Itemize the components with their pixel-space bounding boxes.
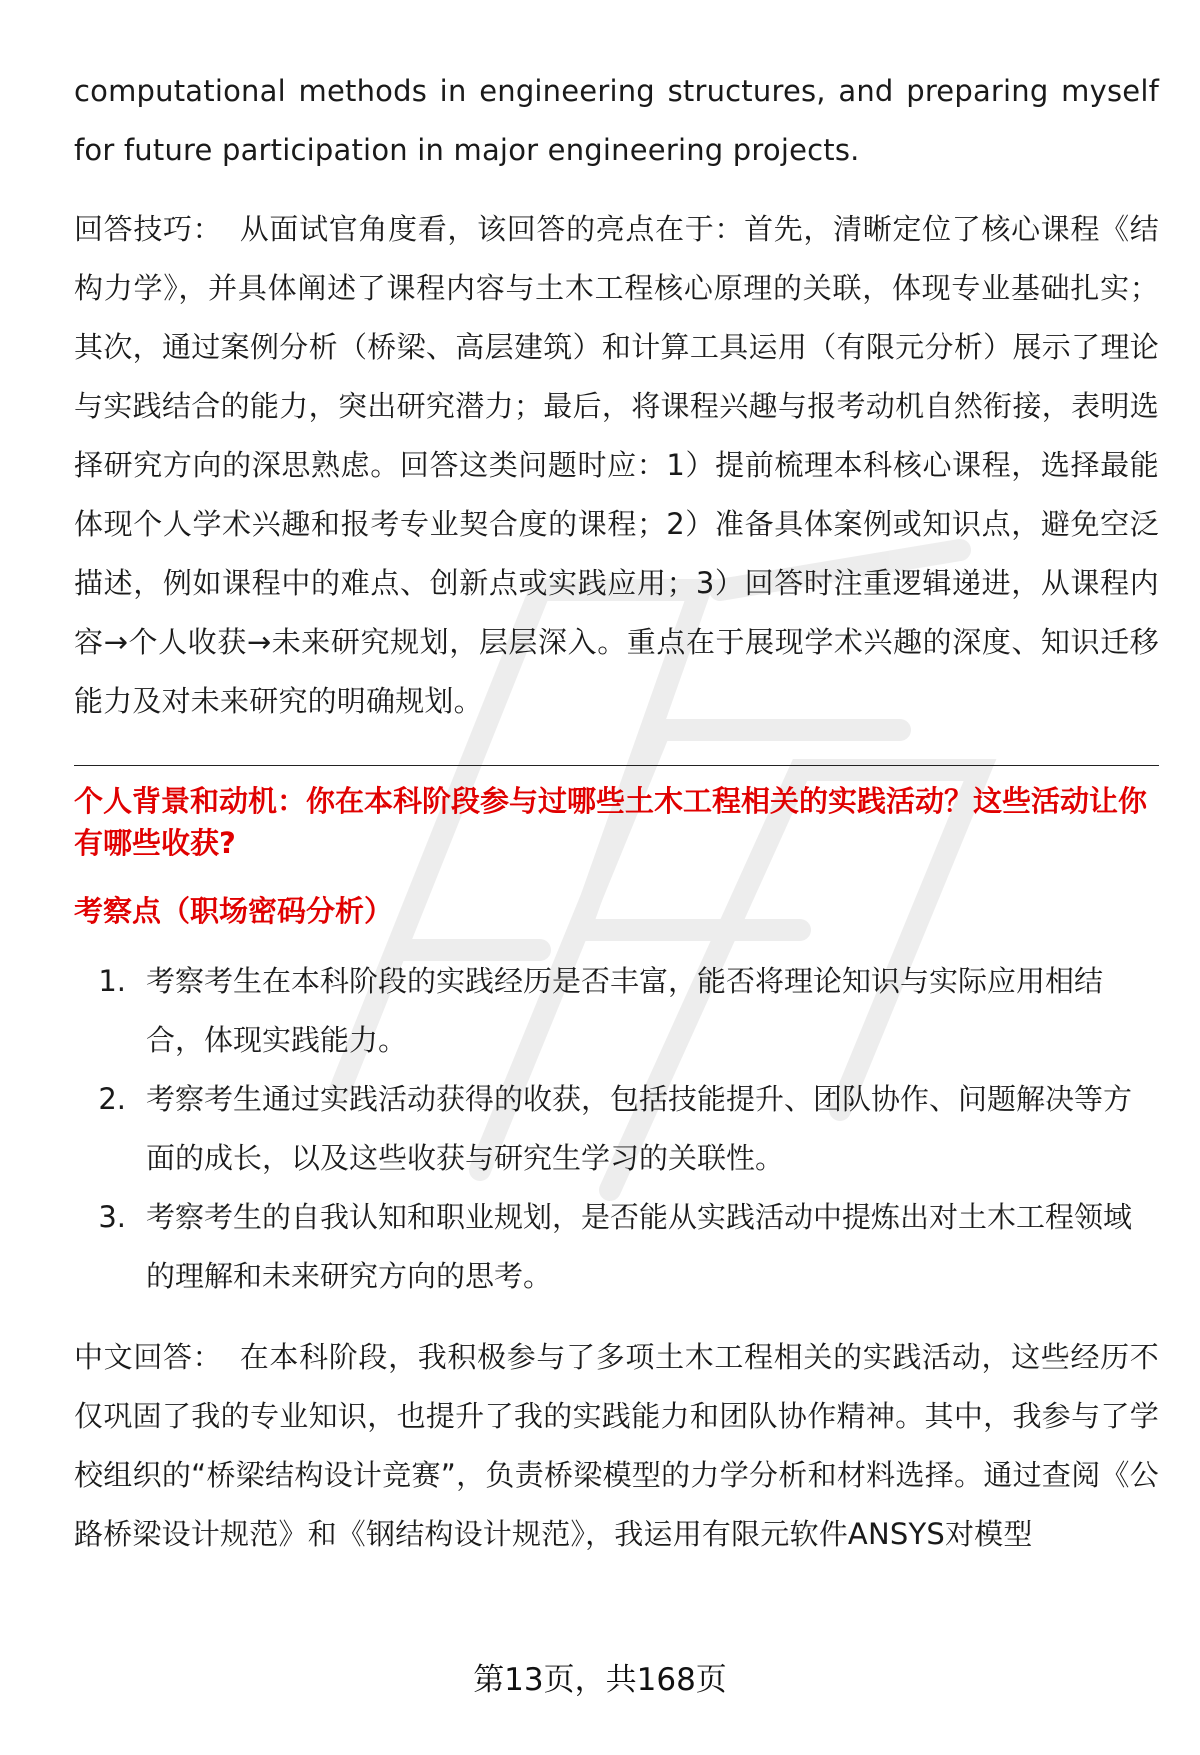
list-item-number: 3. xyxy=(98,1200,126,1234)
section-divider xyxy=(74,765,1159,766)
tips-paragraph xyxy=(74,200,1159,731)
tips-text: 从面试官角度看，该回答的亮点在于：首先，清晰定位了核心课程《结构力学》，并具体阐述了课程内容与土木工程核心原理的关联，体现专业基础扎实；其次，通过案例分析（桥梁、高层建筑）和计算工具运用（有限元分析）展示了理论与实践结合的能力，突出研究潜力；最后，将课程兴趣与报考动机自然衔接，表明选择研究方向的深思熟虑。回答这类问题时应：1）提前梳理本科核心课程，选择最能体现个人学术兴趣和报考专业契合度的课程；2）准备具体案例或知识点，避免空泛描述，例如课程中的难点、创新点或实践应用；3）回答时注重逻辑递进，从课程内容→个人收获→未来研究规划，层层深入。重点在于展现学术兴趣的深度、知识迁移能力及对未来研究的明确规划。 xyxy=(74,212,1159,718)
list-item xyxy=(74,1188,1159,1306)
list-item-text: 考察考生在本科阶段的实践经历是否丰富，能否将理论知识与实际应用相结合，体现实践能力。 xyxy=(146,964,1104,1057)
list-item-text: 考察考生通过实践活动获得的收获，包括技能提升、团队协作、问题解决等方面的成长，以及这些收获与研究生学习的关联性。 xyxy=(146,1082,1133,1175)
answer-paragraph xyxy=(74,1328,1159,1564)
answer-text: 在本科阶段，我积极参与了多项土木工程相关的实践活动，这些经历不仅巩固了我的专业知识，也提升了我的实践能力和团队协作精神。其中，我参与了学校组织的“桥梁结构设计竞赛”，负责桥梁模型的力学分析和材料选择。通过查阅《公路桥梁设计规范》和《钢结构设计规范》，我运用有限元软件ANSYS对模型 xyxy=(74,1340,1159,1551)
tips-label: 回答技巧： xyxy=(74,212,223,246)
assessment-heading: 考察点（职场密码分析） xyxy=(74,894,394,928)
list-item-number: 2. xyxy=(98,1082,126,1116)
list-item-number: 1. xyxy=(98,964,126,998)
document-page xyxy=(74,62,1159,1564)
answer-label: 中文回答： xyxy=(74,1340,223,1374)
page-footer: 第13页，共168页 xyxy=(473,1662,727,1698)
assessment-list xyxy=(74,952,1159,1306)
question-heading: 个人背景和动机：你在本科阶段参与过哪些土木工程相关的实践活动？这些活动让你有哪些收获? xyxy=(74,784,1148,860)
intro-paragraph: computational methods in engineering structures, and preparing myself for future participation in major engineering projects. xyxy=(74,74,1159,167)
list-item xyxy=(74,1070,1159,1188)
list-item-text: 考察考生的自我认知和职业规划，是否能从实践活动中提炼出对土木工程领域的理解和未来研究方向的思考。 xyxy=(146,1200,1133,1293)
list-item xyxy=(74,952,1159,1070)
